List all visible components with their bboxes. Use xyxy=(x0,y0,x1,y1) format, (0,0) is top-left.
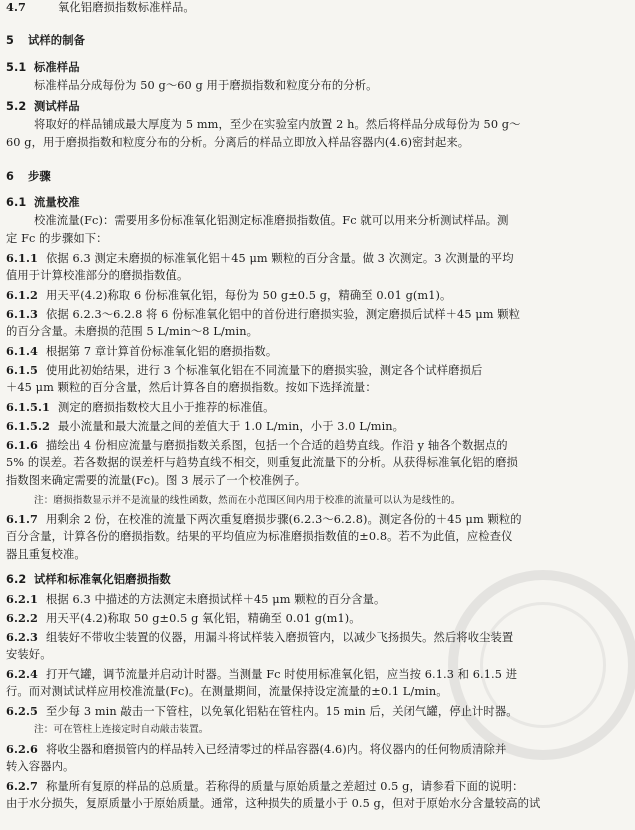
clause-6-1-2: 6.1.2 用天平(4.2)称取 6 份标准氧化铝，每份为 50 g±0.5 g，精确至 0.01 g(m1)。 xyxy=(6,288,452,302)
section-6-2-heading: 6.2 试样和标准氧化铝磨损指数 xyxy=(6,573,171,586)
section-5-heading: 5 试样的制备 xyxy=(6,34,85,47)
paragraph-line: 行。而对测试试样应用校准流量(Fc)。在测量期间，流量保持设定流量的±0.1 L/min。 xyxy=(6,685,448,698)
clause-6-2-6: 6.2.6 将收尘器和磨损管内的样品转入已经清零过的样品容器(4.6)内。将仪器内的任何物质清除并 xyxy=(6,742,507,756)
clause-6-1-7: 6.1.7 用剩余 2 份，在校准的流量下两次重复磨损步骤(6.2.3～6.2.8)。测定各份的＋45 μm 颗粒的 xyxy=(6,512,522,526)
clause-6-1-3: 6.1.3 依据 6.2.3～6.2.8 将 6 份标准氧化铝中的首份进行磨损实验，测定磨损后试样＋45 μm 颗粒 xyxy=(6,307,521,321)
clause-6-2-5: 6.2.5 至少每 3 min 敲击一下管柱，以免氧化铝粘在管柱内。15 min 后，关闭气罐，停止计时器。 xyxy=(6,704,518,718)
paragraph-line: 指数图来确定需要的流量(Fc)。图 3 展示了一个校准例子。 xyxy=(6,474,307,487)
paragraph-line: 校准流量(Fc)：需要用多份标准氧化铝测定标准磨损指数值。Fc 就可以用来分析测试样品。测 xyxy=(34,214,509,227)
watermark-seal xyxy=(448,570,635,760)
clause-6-2-3: 6.2.3 组装好不带收尘装置的仪器，用漏斗将试样装入磨损管内，以减少飞扬损失。然后将收尘装置 xyxy=(6,630,514,644)
paragraph-line: 值用于计算校准部分的磨损指数值。 xyxy=(6,269,189,282)
section-5-2-heading: 5.2 测试样品 xyxy=(6,100,80,113)
paragraph-line: 由于水分损失，复原质量小于原始质量。通常，这种损失的质量小于 0.5 g，但对于原始水分含量较高的试 xyxy=(6,797,541,810)
note-line: 注：可在管柱上连接定时自动敲击装置。 xyxy=(34,724,209,735)
clause-6-1-5-1: 6.1.5.1 测定的磨损指数校大且小于推荐的标准值。 xyxy=(6,400,275,414)
paragraph-line: ＋45 μm 颗粒的百分含量，然后计算各自的磨损指数。按如下选择流量： xyxy=(6,381,377,394)
clause-6-1-5-2: 6.1.5.2 最小流量和最大流量之间的差值大于 1.0 L/min，小于 3.0 L/min。 xyxy=(6,419,405,433)
clause-6-1-5: 6.1.5 使用此初始结果，进行 3 个标准氧化铝在不同流量下的磨损实验，测定各个试样磨损后 xyxy=(6,363,483,377)
paragraph-line: 标准样品分成每份为 50 g～60 g 用于磨损指数和粒度分布的分析。 xyxy=(34,79,378,92)
clause-6-1-4: 6.1.4 根据第 7 章计算首份标准氧化铝的磨损指数。 xyxy=(6,344,278,358)
paragraph-line: 百分含量，计算各份的磨损指数。结果的平均值应为标准磨损指数值的±0.8。若不为此值，应检查仪 xyxy=(6,530,513,543)
paragraph-line: 将取好的样品铺成最大厚度为 5 mm，至少在实验室内放置 2 h。然后将样品分成每份为 50 g～ xyxy=(34,118,521,131)
section-5-1-heading: 5.1 标准样品 xyxy=(6,61,80,74)
paragraph-line: 安装好。 xyxy=(6,648,52,661)
section-6-1-heading: 6.1 流量校准 xyxy=(6,196,80,209)
paragraph-line: 的百分含量。未磨损的范围 5 L/min～8 L/min。 xyxy=(6,325,259,338)
line-4-7: 4.7 氧化铝磨损指数标准样品。 xyxy=(6,0,195,14)
paragraph-line: 5% 的误差。若各数据的误差杆与趋势直线不相交，则重复此流量下的分析。从获得标准氧化铝的磨损 xyxy=(6,456,518,469)
clause-6-2-7: 6.2.7 称量所有复原的样品的总质量。若称得的质量与原始质量之差超过 0.5 g，请参看下面的说明： xyxy=(6,779,524,793)
note-line: 注：磨损指数显示并不是流量的线性函数，然而在小范围区间内用于校准的流量可以认为是线性的。 xyxy=(34,495,461,506)
paragraph-line: 转入容器内。 xyxy=(6,760,75,773)
clause-6-2-1: 6.2.1 根据 6.3 中描述的方法测定未磨损试样＋45 μm 颗粒的百分含量。 xyxy=(6,592,386,606)
paragraph-line: 定 Fc 的步骤如下： xyxy=(6,232,108,245)
clause-6-1-1: 6.1.1 依据 6.3 测定未磨损的标准氧化铝＋45 μm 颗粒的百分含量。做 3 次测定。3 次测量的平均 xyxy=(6,251,514,265)
clause-6-1-6: 6.1.6 描绘出 4 份相应流量与磨损指数关系图，包括一个合适的趋势直线。作沿 y 轴各个数据点的 xyxy=(6,438,508,452)
clause-6-2-4: 6.2.4 打开气罐，调节流量并启动计时器。当测量 Fc 时使用标准氧化铝，应当按 6.1.3 和 6.1.5 进 xyxy=(6,667,518,681)
paragraph-line: 60 g，用于磨损指数和粒度分布的分析。分离后的样品立即放入样品容器内(4.6)密封起来。 xyxy=(6,136,470,149)
section-6-heading: 6 步骤 xyxy=(6,170,51,183)
paragraph-line: 器且重复校准。 xyxy=(6,548,86,561)
clause-6-2-2: 6.2.2 用天平(4.2)称取 50 g±0.5 g 氧化铝，精确至 0.01 g(m1)。 xyxy=(6,611,361,625)
